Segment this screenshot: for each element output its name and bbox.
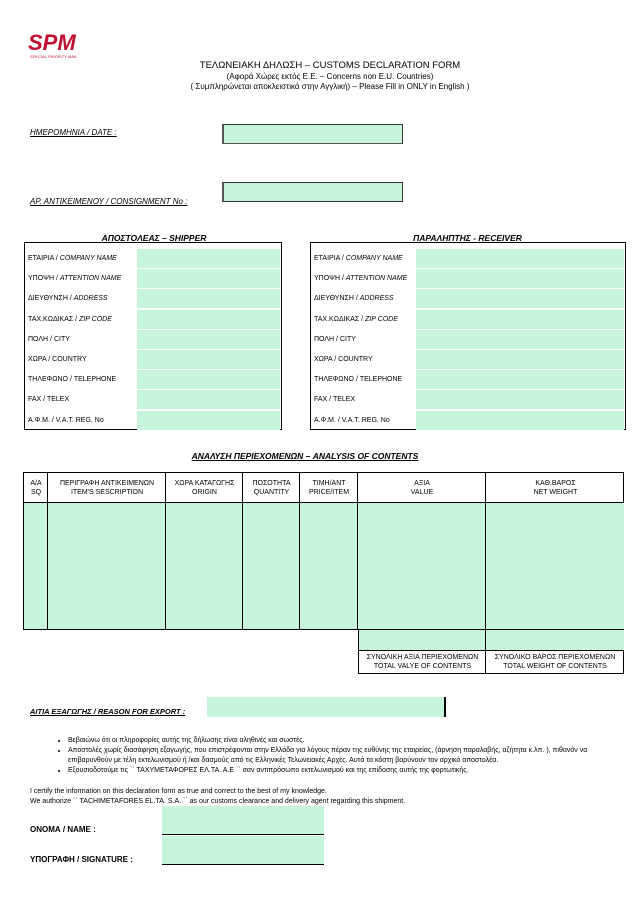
shipper-section xyxy=(24,242,282,430)
receiver-row-label: FAX / TELEX xyxy=(314,396,356,404)
shipper-row-label: ΤΗΛΕΦΩΝΟ / TELEPHONE xyxy=(28,376,117,384)
shipper-row-label: ΤΑΧ.ΚΩΔΙΚΑΣ / ZIP CODE xyxy=(28,315,112,323)
receiver-section xyxy=(310,242,626,430)
contents-table xyxy=(23,472,624,630)
receiver-row-label: ΠΟΛΗ / CITY xyxy=(314,335,356,343)
shipper-row-label: ΔΙΕΥΘΥΝΣΗ / ADDRESS xyxy=(28,295,108,303)
name-label: ΟΝΟΜΑ / NAME : xyxy=(30,825,96,834)
certification-text xyxy=(30,787,620,807)
column-divider xyxy=(299,473,300,629)
note-item: • Βεβαιώνω ότι οι πληροφορίες αυτής της δήλωσης είναι αληθινές και σωστές. xyxy=(68,736,610,746)
signature-label: ΥΠΟΓΡΑΦΗ / SIGNATURE : xyxy=(30,855,133,864)
shipper-field[interactable] xyxy=(137,249,280,269)
column-header: ΠΟΣΟΤΗΤΑ QUANTITY xyxy=(252,480,291,496)
receiver-row-label: ΔΙΕΥΘΥΝΣΗ / ADDRESS xyxy=(314,295,394,303)
spm-logo xyxy=(28,30,88,62)
form-subtitle-2: ( Συμπληρώνεται αποκλειστικά στην Αγγλική) – Please Fill in ONLY in English ) xyxy=(190,82,470,91)
date-field[interactable] xyxy=(222,124,403,144)
receiver-field[interactable] xyxy=(416,411,624,431)
contents-title: ΑΝΑΛΥΣΗ ΠΕΡΙΕΧΟΜΕΝΩΝ – ANALYSIS OF CONTENTS xyxy=(191,451,419,461)
name-field[interactable] xyxy=(162,806,324,835)
date-label: ΗΜΕΡΟΜΗΝΙΑ / DATE : xyxy=(30,128,117,137)
shipper-field[interactable] xyxy=(137,350,280,370)
contents-column-cell[interactable] xyxy=(358,503,485,629)
receiver-title: ΠΑΡΑΛΗΠΤΗΣ - RECEIVER xyxy=(413,233,522,243)
column-divider xyxy=(47,473,48,629)
receiver-row-label: ΧΩΡΑ / COUNTRY xyxy=(314,356,373,363)
note-item: • Αποστολές χωρίς διασάφηση εξαγωγής, που επιστρέφονται στην Ελλάδα για λόγους πέραν της ευθύνης της εταιρείας, (άρνηση παραλαβής, αζήτητα κ.λπ. ), πιθανόν να επιβαρυνθούν με τέλη εκτελωνισμού ή /και δασμούς από τις Ελληνικές Τελωνειακές Αρχές. Αυτά τα κόστη βαρύνουν τον αρχικό αποστολέα. xyxy=(68,746,610,766)
form-subtitle-1: (Αφορά Χώρες εκτός Ε.Ε. – Concerns non E.U. Countries) xyxy=(226,72,434,81)
reason-label: ΑΙΤΙΑ ΕΞΑΓΩΓΗΣ / REASON FOR EXPORT : xyxy=(30,707,186,716)
contents-column-cell[interactable] xyxy=(48,503,165,629)
receiver-row-label: ΥΠΟΨΗ / ATTENTION NAME xyxy=(314,275,408,283)
logo-text: SPM xyxy=(28,30,76,55)
shipper-title: ΑΠΟΣΤΟΛΕΑΣ – SHIPPER xyxy=(101,233,207,243)
shipper-field[interactable] xyxy=(137,390,280,410)
shipper-field[interactable] xyxy=(137,310,280,330)
receiver-field[interactable] xyxy=(416,370,624,390)
receiver-field[interactable] xyxy=(416,330,624,350)
column-header: ΤΙΜΗ/ΑΝΤ PRICE/ITEM xyxy=(308,480,350,496)
shipper-row-label: ΥΠΟΨΗ / ATTENTION NAME xyxy=(28,275,122,283)
shipper-field[interactable] xyxy=(137,269,280,289)
receiver-row-label: ΕΤΑΙΡΙΑ / COMPANY NAME xyxy=(314,255,403,262)
totals-row xyxy=(358,630,624,674)
receiver-row-label: Α.Φ.Μ. / V.A.T. REG. No xyxy=(314,416,390,424)
certify-line-1: I certify the information on this declaration form as true and correct to the best of my knowledge. xyxy=(30,788,327,795)
shipper-row-label: ΠΟΛΗ / CITY xyxy=(28,335,70,343)
shipper-field[interactable] xyxy=(137,370,280,390)
shipper-field[interactable] xyxy=(137,411,280,431)
contents-column-cell[interactable] xyxy=(486,503,624,629)
form-title: ΤΕΛΩΝΕΙΑΚΗ ΔΗΛΩΣΗ – CUSTOMS DECLARATION FORM xyxy=(199,60,461,71)
signature-field[interactable] xyxy=(162,836,324,865)
contents-column-cell[interactable] xyxy=(300,503,357,629)
total-weight-field[interactable] xyxy=(486,630,624,651)
total-value-field[interactable] xyxy=(359,630,486,651)
receiver-field[interactable] xyxy=(416,249,624,269)
shipper-field[interactable] xyxy=(137,330,280,350)
receiver-field[interactable] xyxy=(416,390,624,410)
contents-column-cell[interactable] xyxy=(243,503,299,629)
receiver-row-label: ΤΑΧ.ΚΩΔΙΚΑΣ / ZIP CODE xyxy=(314,315,398,323)
shipper-row-label: FAX / TELEX xyxy=(28,396,70,404)
logo-tagline: SPECIAL PRIORITY MAIL xyxy=(30,54,78,59)
column-header: ΚΑΘ.ΒΑΡΟΣ NET WEIGHT xyxy=(533,480,578,496)
consignment-label: ΑΡ. ΑΝΤΙΚΕΙΜΕΝΟΥ / CONSIGNMENT No : xyxy=(30,197,188,206)
column-header: ΠΕΡΙΓΡΑΦΗ ΑΝΤΙΚΕΙΜΕΝΩΝ ITEM'S SESCRIPTION xyxy=(59,480,155,496)
column-header: ΧΩΡΑ ΚΑΤΑΓΩΓΗΣ ORIGIN xyxy=(174,480,235,496)
receiver-row-label: ΤΗΛΕΦΩΝΟ / TELEPHONE xyxy=(314,376,403,384)
shipper-row-label: ΧΩΡΑ / COUNTRY xyxy=(28,356,87,363)
header-divider xyxy=(24,502,623,503)
column-divider xyxy=(485,473,486,629)
column-divider xyxy=(242,473,243,629)
total-value-label: ΣΥΝΟΛΙΚΗ ΑΞΙΑ ΠΕΡΙΕΧΟΜΕΝΩΝ TOTAL VALYE OF CONTENTS xyxy=(366,654,479,670)
reason-field[interactable] xyxy=(207,697,446,717)
receiver-field[interactable] xyxy=(416,350,624,370)
consignment-field[interactable] xyxy=(222,182,403,202)
contents-column-cell[interactable] xyxy=(166,503,242,629)
column-header: ΑΞΙΑ VALUE xyxy=(410,480,434,496)
certify-line-2: We authorize `` TACHIMETAFORES EL.TA. S.A. `` as our customs clearance and delivery agent regarding this shipment. xyxy=(30,798,406,805)
receiver-field[interactable] xyxy=(416,289,624,309)
receiver-field[interactable] xyxy=(416,310,624,330)
column-header: Α/Α SQ xyxy=(30,480,42,496)
shipper-row-label: Α.Φ.Μ. / V.A.T. REG. No xyxy=(28,416,104,424)
column-divider xyxy=(357,473,358,629)
declaration-notes xyxy=(30,736,610,776)
note-item: • Εξουσιοδοτούμε τις `` ΤΑΧΥΜΕΤΑΦΟΡΕΣ ΕΛ.ΤΑ. Α.Ε `` σαν αντιπρόσωπο εκτελωνισμού και της επίδοσης αυτής της φορτωτικής. xyxy=(68,766,610,776)
receiver-field[interactable] xyxy=(416,269,624,289)
total-weight-label: ΣΥΝΟΛΙΚΟ ΒΑΡΟΣ ΠΕΡΙΕΧΟΜΕΝΩΝ TOTAL WEIGHT OF CONTENTS xyxy=(494,654,616,670)
column-divider xyxy=(165,473,166,629)
contents-column-cell[interactable] xyxy=(24,503,47,629)
shipper-row-label: ΕΤΑΙΡΙΑ / COMPANY NAME xyxy=(28,255,117,262)
shipper-field[interactable] xyxy=(137,289,280,309)
